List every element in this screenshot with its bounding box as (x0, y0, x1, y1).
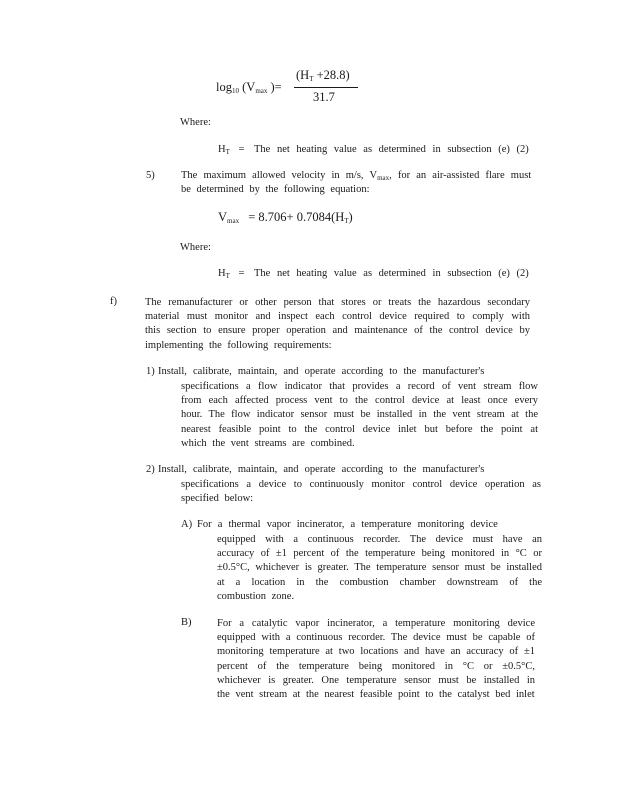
definition-1-text: The net heating value as determined in subsection (e) (2) (254, 144, 529, 155)
item-f1-label: 1) (146, 366, 155, 377)
item-f2-label: 2) (146, 464, 155, 475)
item-5-line-1-end: , for an air-assisted flare must (389, 170, 532, 181)
item-5-subscript: max (377, 174, 390, 182)
equation-1-numerator (296, 68, 350, 83)
equation-1-denominator: 31.7 (313, 90, 335, 104)
where-label-2: Where: (180, 242, 211, 253)
definition-2 (218, 268, 244, 280)
item-b-text: For a catalytic vapor incinerator, a temperature monitoring device equipped with a continuous recorder. The device must be capable of monitoring temperature at two locations and have an accuracy of ±1 percent of the temperature being monitored in °C or ±0.5°C, whichever is greater. One temperature sensor must be installed in the vent stream at the nearest feasible point to the catalyst bed inlet (217, 618, 535, 701)
item-a-label: A) (181, 519, 193, 530)
equation-1-lhs (216, 80, 282, 95)
equation-2-rhs: = 8.706+ 0.7084(H (248, 210, 345, 224)
log-base: 10 (231, 87, 239, 95)
item-f1-first-line: Install, calibrate, maintain, and operate according to the manufacturer's (158, 366, 485, 377)
definition-1-equals: = (238, 144, 245, 155)
definition-2-subscript: T (225, 272, 230, 280)
numerator-rest: +28.8) (316, 68, 350, 82)
equation-2-subscript: max (227, 217, 240, 225)
item-a-first-line: For a thermal vapor incinerator, a temperature monitoring device (197, 519, 498, 530)
lhs-close: )= (270, 80, 282, 94)
log-symbol: log (216, 80, 232, 94)
item-f1-text: specifications a flow indicator that provides a record of vent stream flow from each affected process vent to the control device at least once every hour. The flow indicator sensor must be installed in the vent stream at the nearest feasible point to the control device inlet but before the point at which the vent streams are combined. (181, 381, 538, 449)
item-5-line-1-text: The maximum allowed velocity in m/s, V (181, 170, 378, 181)
item-f2-text: specifications a device to continuously monitor control device operation as specified below: (181, 479, 541, 505)
item-5-number: 5) (146, 170, 155, 181)
definition-2-text: The net heating value as determined in subsection (e) (2) (254, 268, 529, 279)
item-a-text: equipped with a continuous recorder. The device must have an accuracy of ±1 percent of the temperature being monitored in °C or ±0.5°C, whichever is greater. The temperature sensor must be installed at a location in the combustion chamber downstream of the combustion zone. (217, 534, 542, 602)
item-5-line-1 (181, 170, 531, 182)
equation-2 (218, 210, 353, 225)
definition-1 (218, 144, 244, 156)
definition-1-subscript: T (225, 148, 230, 156)
equation-2-rhs-subscript: T (344, 217, 349, 225)
numerator-open: (H (296, 68, 310, 82)
definition-1-symbol: H (218, 144, 226, 155)
section-f-text: The remanufacturer or other person that stores or treats the hazardous secondary material must monitor and inspect each control device required to comply with this section to ensure proper operation and maintenance of the control device by implementing the following requirements: (145, 297, 530, 351)
item-f2-first-line: Install, calibrate, maintain, and operate according to the manufacturer's (158, 464, 485, 475)
item-b-label: B) (181, 617, 192, 628)
equation-2-velocity: V (218, 210, 228, 224)
where-label-1: Where: (180, 117, 211, 128)
definition-2-symbol: H (218, 268, 226, 279)
fraction-bar (294, 87, 358, 88)
equation-2-rhs-end: ) (348, 210, 353, 224)
numerator-subscript: T (309, 75, 314, 83)
velocity-subscript: max (255, 87, 268, 95)
item-5-line-2: be determined by the following equation: (181, 184, 370, 195)
section-f-label: f) (110, 296, 117, 307)
definition-2-equals: = (238, 268, 245, 279)
velocity-symbol: (V (242, 80, 256, 94)
